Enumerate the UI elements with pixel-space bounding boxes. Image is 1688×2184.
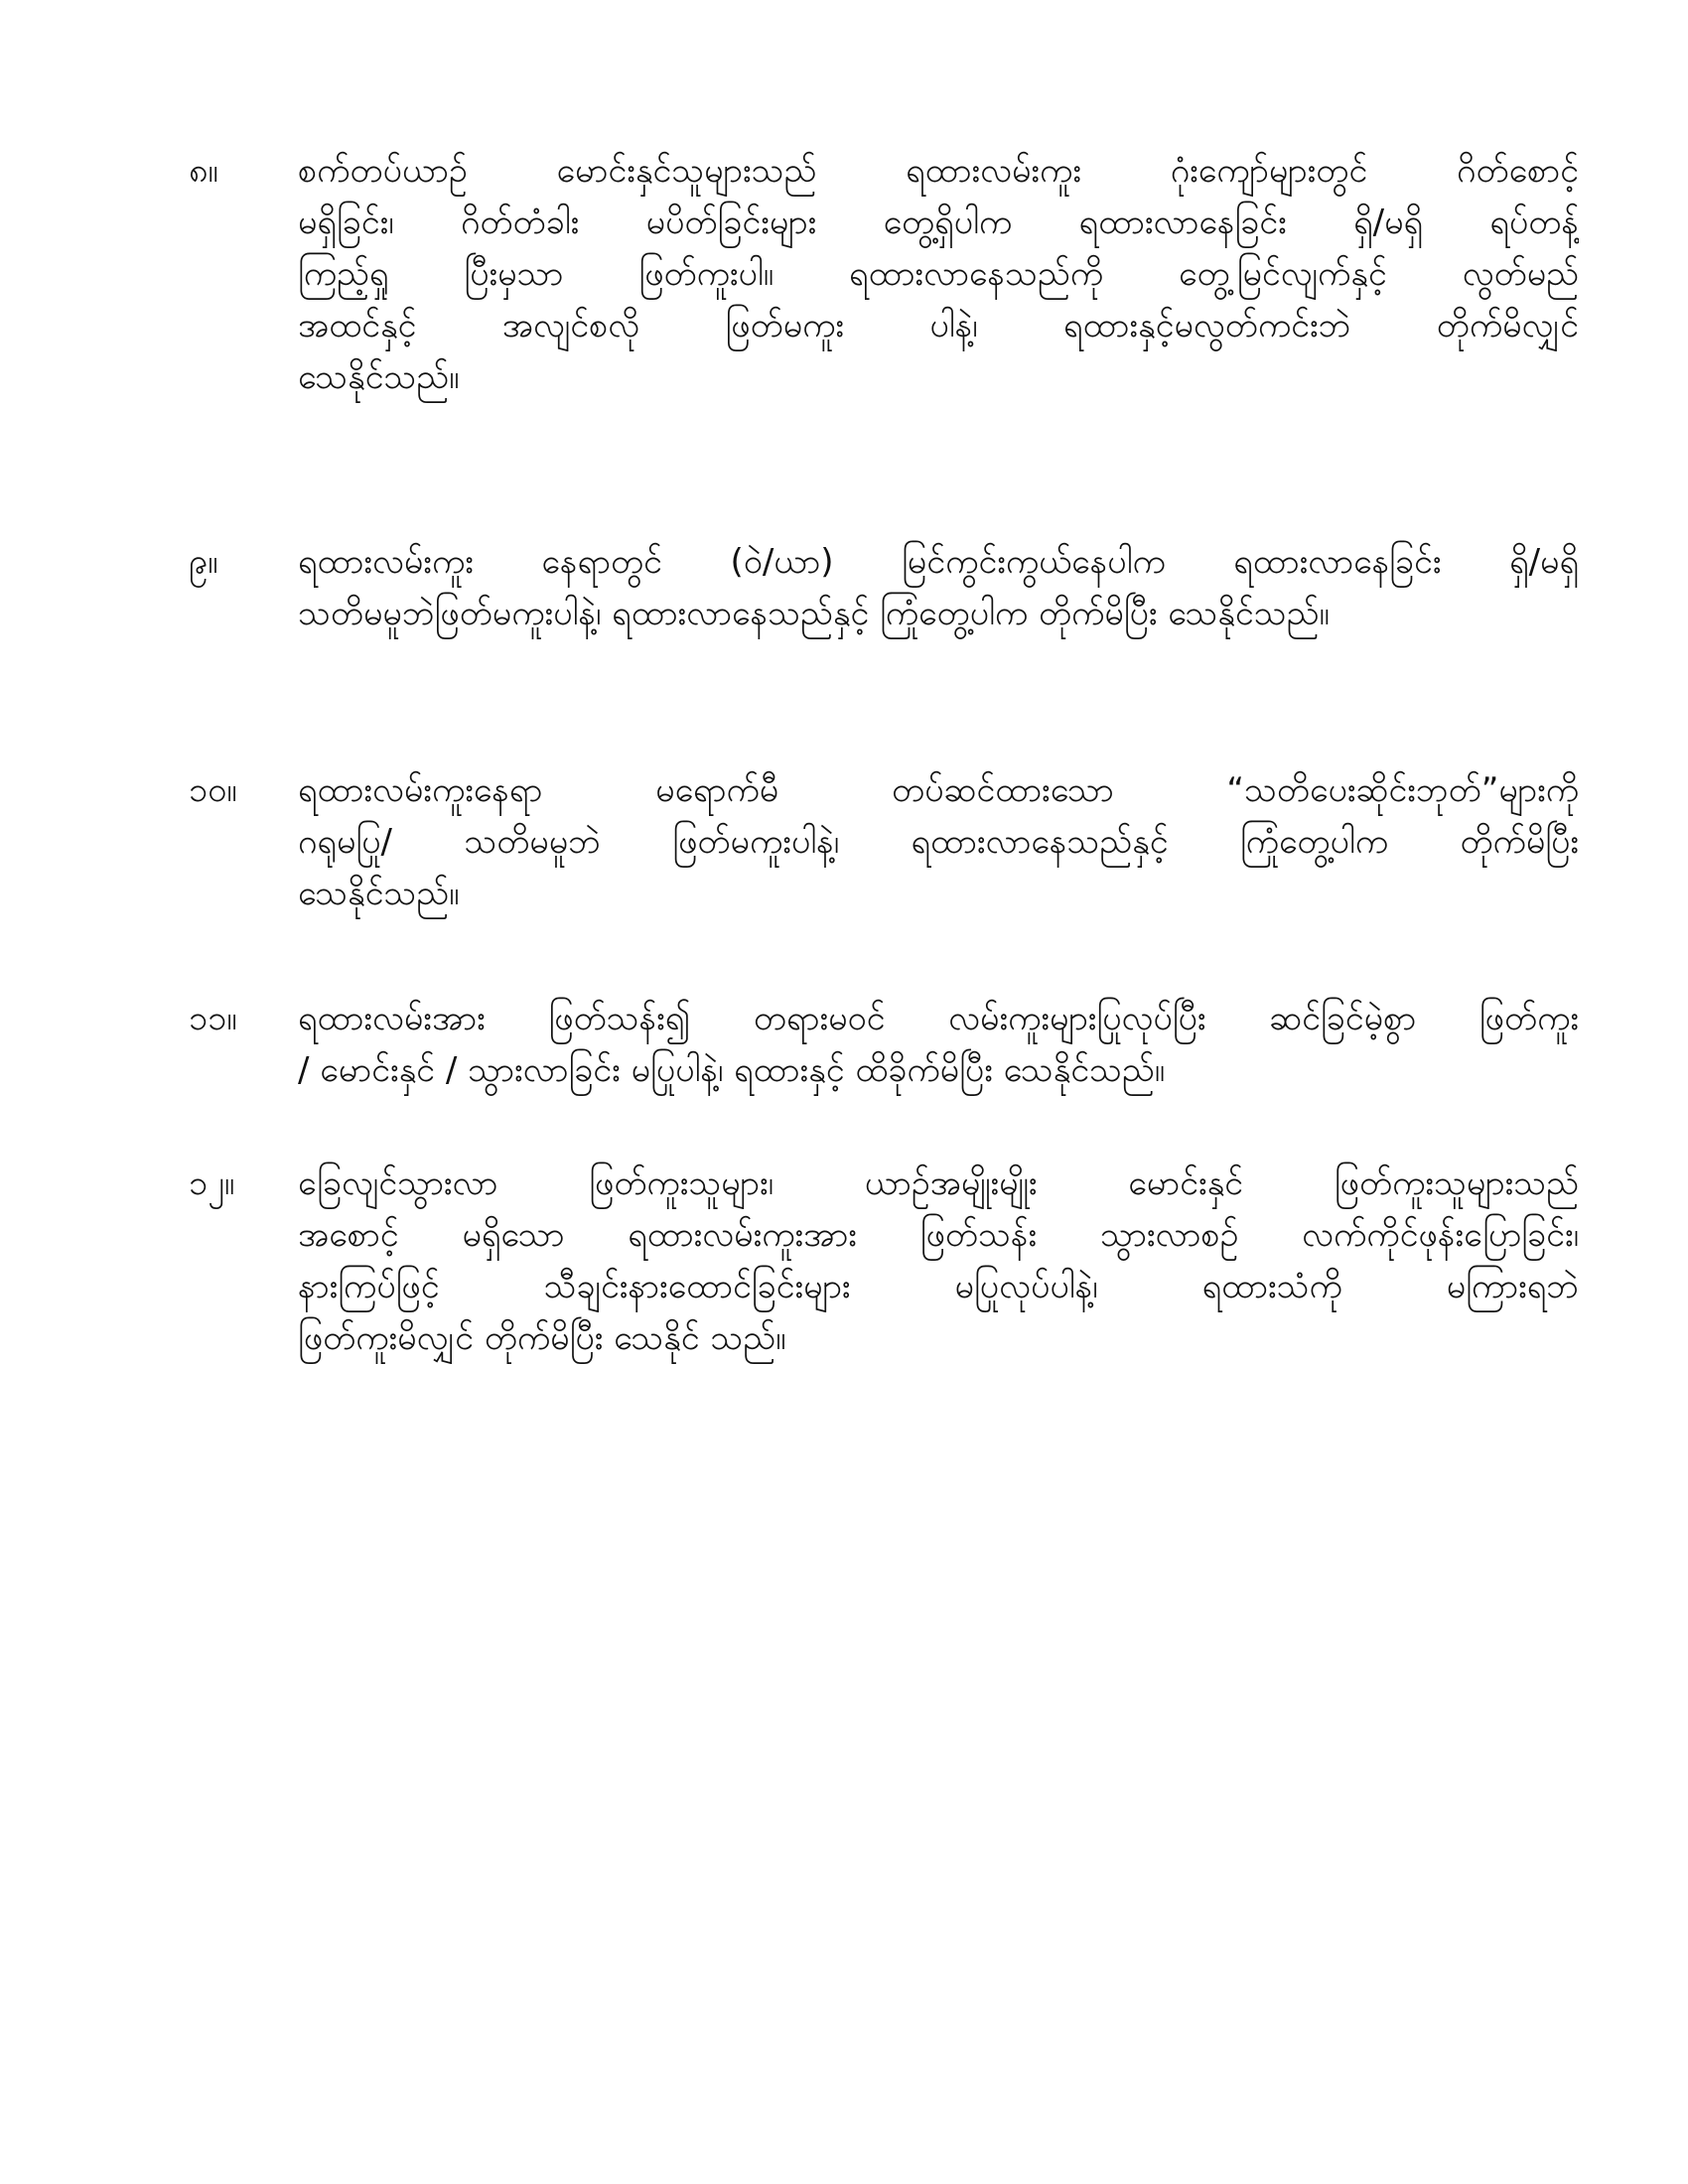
item-text-line: အစောင့် မရှိသော ရထားလမ်းကူးအား ဖြတ်သန်း သွားလာစဉ် လက်ကိုင်ဖုန်းပြောခြင်း၊ [298,1215,1579,1255]
item-text-line: ခြေလျင်သွားလာ ဖြတ်ကူးသူများ၊ ယာဉ်အမျိုးမျိုး မောင်းနှင် ဖြတ်ကူးသူများသည် [298,1163,1579,1203]
item-number: ၁၂။ [189,1163,235,1203]
item-number: ၉။ [189,542,218,582]
item-text-line: နားကြပ်ဖြင့် သီချင်းနားထောင်ခြင်းများ မပြုလုပ်ပါနဲ့၊ ရထားသံကို မကြားရဘဲ [298,1267,1579,1306]
item-text-line: မရှိခြင်း၊ ဂိတ်တံခါး မပိတ်ခြင်းများ တွေ့ရှိပါက ရထားလာနေခြင်း ရှိ/မရှိ ရပ်တန့် [298,203,1579,242]
item-text-line: ဂရုမပြု/ သတိမမူဘဲ ဖြတ်မကူးပါနဲ့၊ ရထားလာနေသည်နှင့် ကြုံတွေ့ပါက တိုက်မိပြီး [298,822,1579,862]
item-text-line: ရထားလမ်းကူးနေရာ မရောက်မီ တပ်ဆင်ထားသော “သတိပေးဆိုင်းဘုတ်”များကို [298,770,1579,810]
item-text-line: ရထားလမ်းကူး နေရာတွင် (ဝဲ/ယာ) မြင်ကွင်းကွယ်နေပါက ရထားလာနေခြင်း ရှိ/မရှိ [298,542,1579,582]
item-text-line: ဖြတ်ကူးမိလျှင် တိုက်မိပြီး သေနိုင် သည်။ [298,1318,786,1358]
item-text-line: အထင်နှင့် အလျင်စလို ဖြတ်မကူး ပါနဲ့၊ ရထားနှင့်မလွတ်ကင်းဘဲ တိုက်မိလျှင် [298,306,1579,345]
item-number: ၈။ [189,151,218,191]
item-text-line: ရထားလမ်းအား ဖြတ်သန်း၍ တရားမဝင် လမ်းကူးများပြုလုပ်ပြီး ဆင်ခြင်မဲ့စွာ ဖြတ်ကူး [298,999,1579,1038]
item-number: ၁၁။ [189,999,237,1038]
item-number: ၁၀။ [189,770,237,810]
item-text-line: သေနိုင်သည်။ [298,874,460,913]
item-text-line: သတိမမူဘဲဖြတ်မကူးပါနဲ့၊ ရထားလာနေသည်နှင့် ကြုံတွေ့ပါက တိုက်မိပြီး သေနိုင်သည်။ [298,594,1330,633]
item-text-line: သေနိုင်သည်။ [298,357,460,397]
item-text-line: / မောင်းနှင် / သွားလာခြင်း မပြုပါနဲ့၊ ရထားနှင့် ထိခိုက်မိပြီး သေနိုင်သည်။ [298,1050,1166,1090]
item-text-line: ကြည့်ရှု ပြီးမှသာ ဖြတ်ကူးပါ။ ရထားလာနေသည်ကို တွေ့မြင်လျက်နှင့် လွတ်မည် [298,254,1579,294]
item-text-line: စက်တပ်ယာဉ် မောင်းနှင်သူများသည် ရထားလမ်းကူး ဂုံးကျော်များတွင် ဂိတ်စောင့် [298,151,1579,191]
